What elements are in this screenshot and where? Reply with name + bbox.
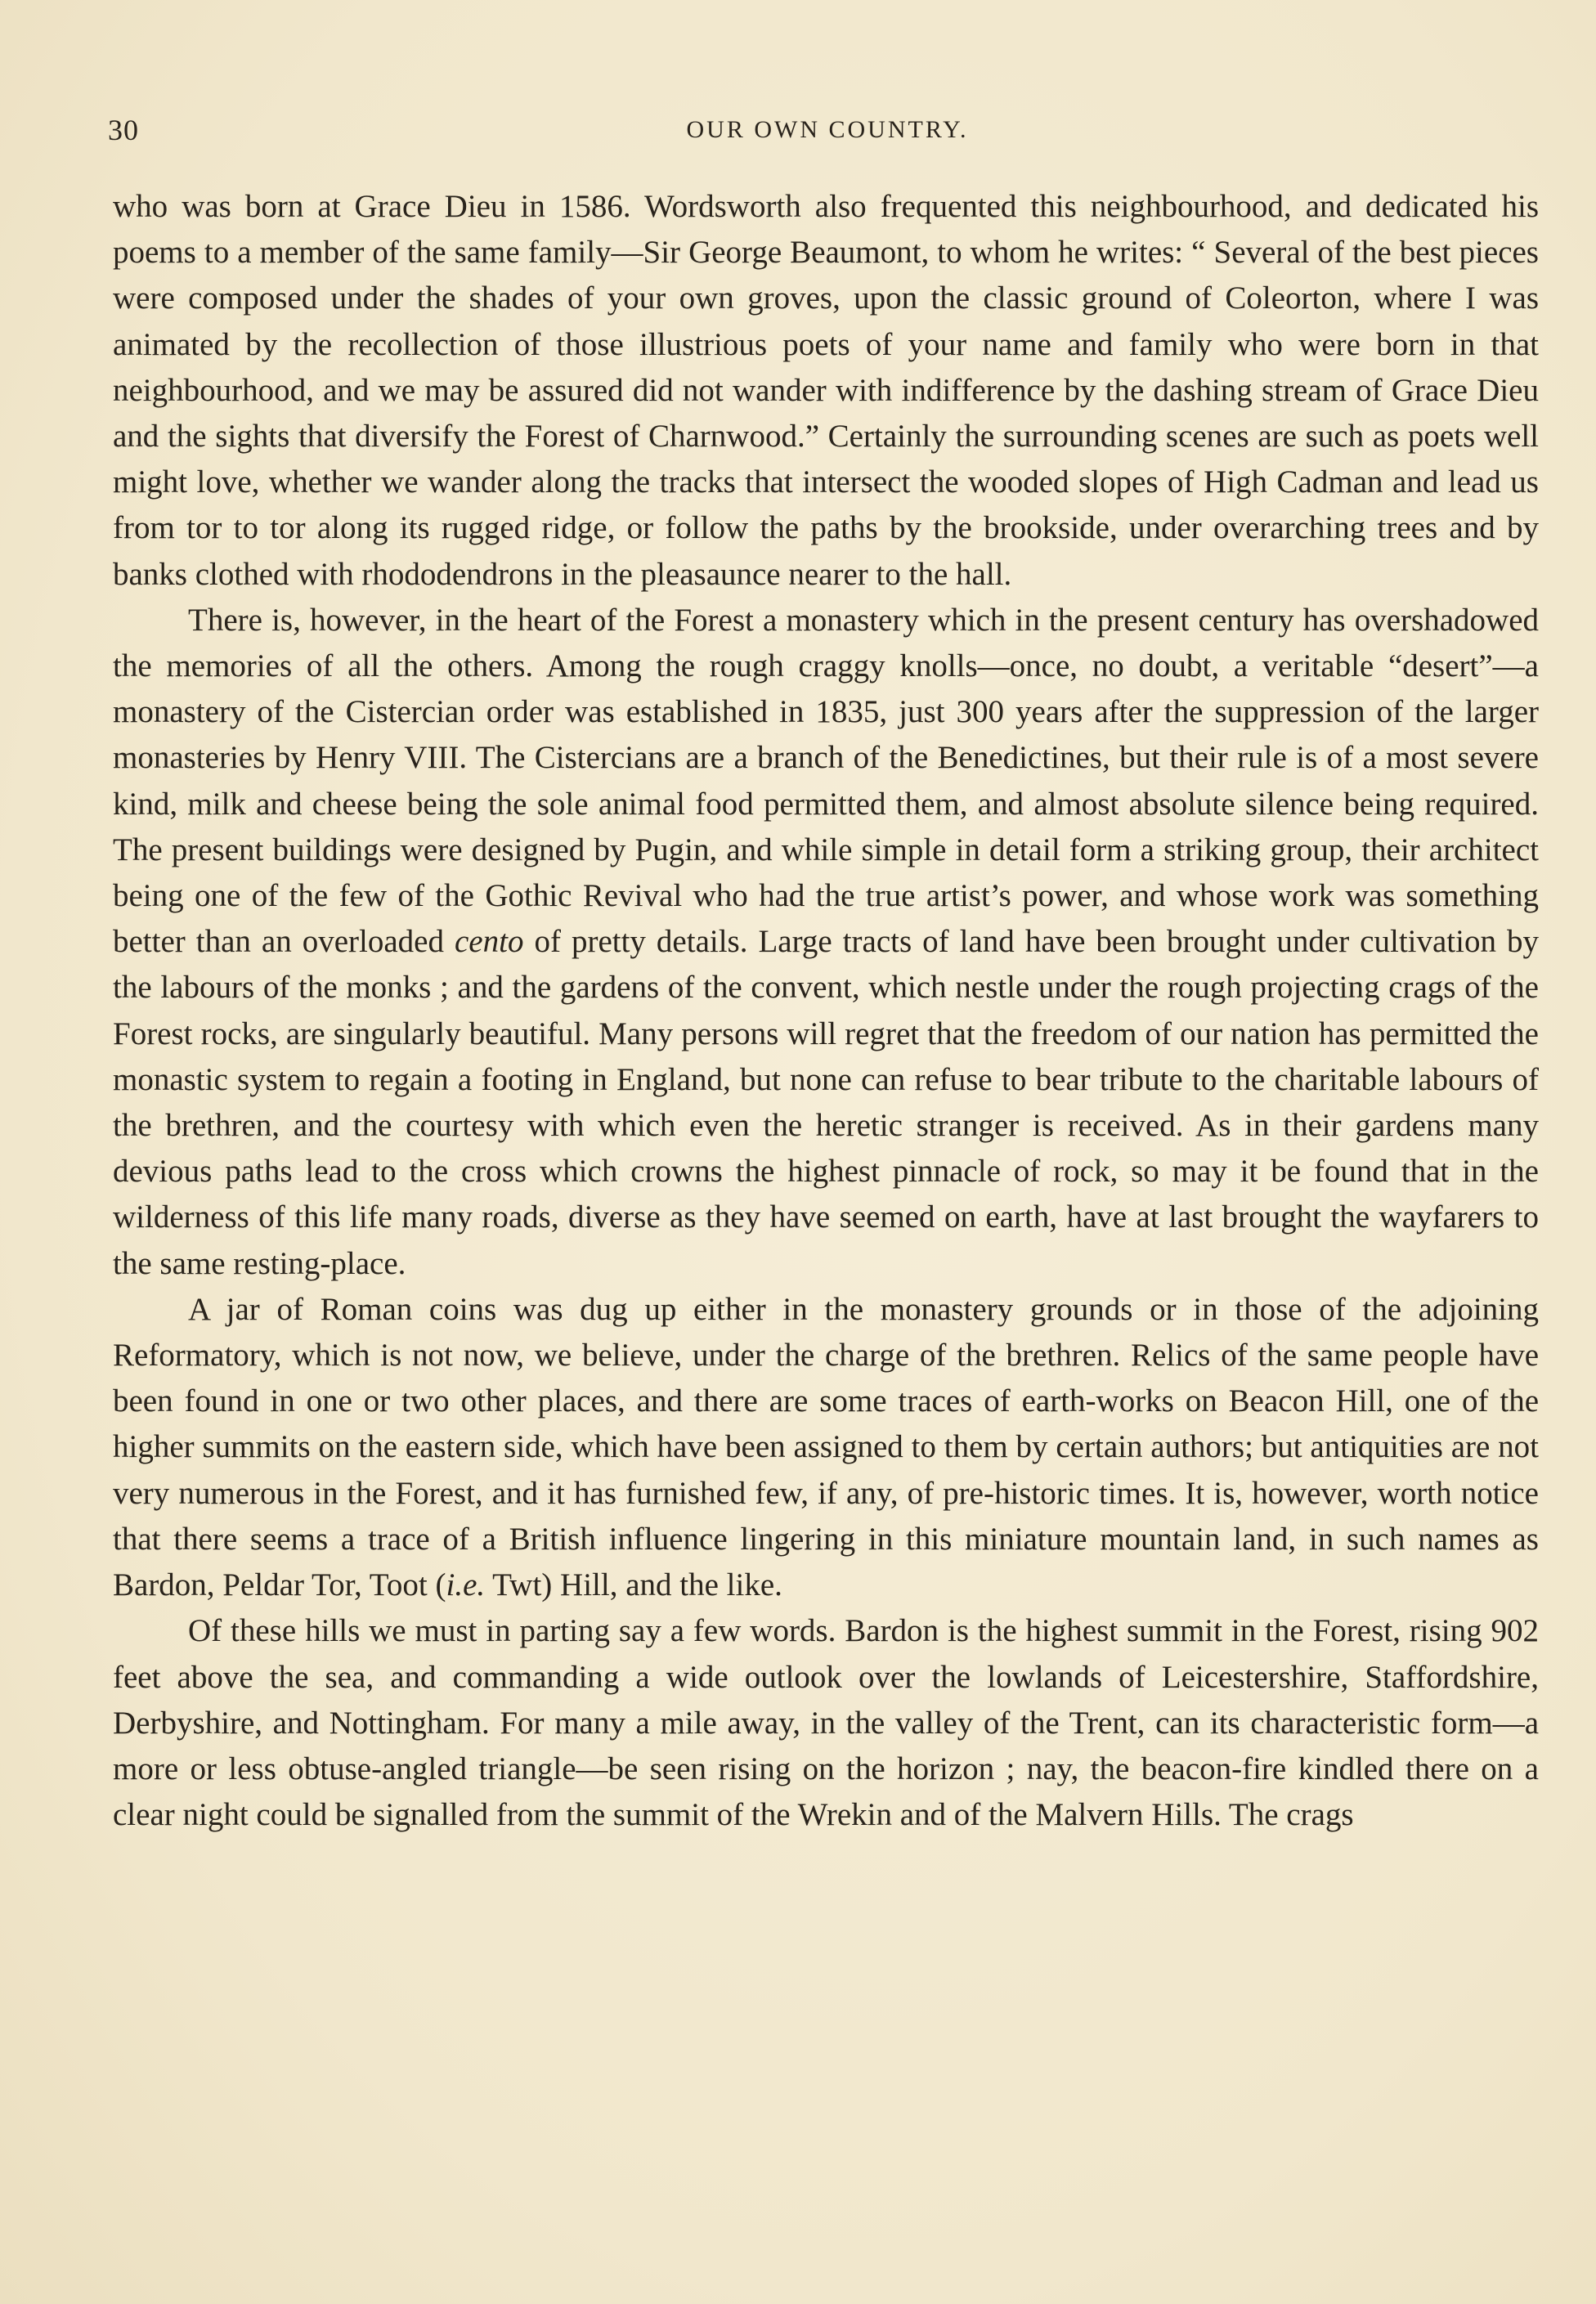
paragraph-3 — [113, 1287, 1539, 1608]
paragraph-1 — [113, 184, 1539, 598]
paragraph-text: Twt) Hill, and the like. — [485, 1567, 782, 1603]
running-title: OUR OWN COUNTRY. — [686, 116, 969, 143]
paragraph-4 — [113, 1608, 1539, 1838]
paragraph-text: of pretty details. Large tracts of land have been brought under cultivation by the labours of the monks ; and the gardens of the convent, which nestle under the rough projecting crags of the Forest rocks, are singularly beautiful. Many persons will regret that the freedom of our nation has permitted the monastic system to regain a footing in England, but none can refuse to bear tribute to the charitable labours of the brethren, and the courtesy with which even the heretic stranger is received. As in their gardens many devious paths lead to the cross which crowns the highest pinnacle of rock, so may it be found that in the wilderness of this life many roads, diverse as they have seemed on earth, have at last brought the wayfarers to the same resting-place. — [113, 924, 1539, 1281]
italic-term: cento — [455, 924, 524, 960]
running-head — [108, 113, 1547, 146]
page-number: 30 — [108, 114, 139, 146]
paragraph-2 — [113, 598, 1539, 1287]
paragraph-text: who was born at Grace Dieu in 1586. Wordsworth also frequented this neighbourhood, and dedicated his poems to a member of the same family—Sir George Beaumont, to whom he writes: “ Several of the best pieces were composed under the shades of your own groves, upon the classic ground of Coleorton, where I was animated by the recollection of those illustrious poets of your name and family who were born in that neighbourhood, and we may be assured did not wander with indifference by the dashing stream of Grace Dieu and the sights that diversify the Forest of Charnwood.” Certainly the surrounding scenes are such as poets well might love, whether we wander along the tracks that intersect the wooded slopes of High Cadman and lead us from tor to tor along its rugged ridge, or follow the paths by the brookside, under overarching trees and by banks clothed with rhododendrons in the pleasaunce nearer to the hall. — [113, 189, 1539, 592]
paragraph-text: Of these hills we must in parting say a few words. Bardon is the highest summit in the Forest, rising 902 feet above the sea, and commanding a wide outlook over the lowlands of Leicestershire, Staffordshire, Derbyshire, and Nottingham. For many a mile away, in the valley of the Trent, can its characteristic form—a more or less obtuse-angled triangle—be seen rising on the horizon ; nay, the beacon-fire kindled there on a clear night could be signalled from the summit of the Wrekin and of the Malvern Hills. The crags — [113, 1613, 1539, 1833]
paragraph-text: A jar of Roman coins was dug up either in the monastery grounds or in those of the adjoining Reformatory, which is not now, we believe, under the charge of the brethren. Relics of the same people have been found in one or two other places, and there are some traces of earth-works on Beacon Hill, one of the higher summits on the eastern side, which have been assigned to them by certain authors; but antiquities are not very numerous in the Forest, and it has furnished few, if any, of pre-historic times. It is, however, worth notice that there seems a trace of a British influence lingering in this miniature mountain land, in such names as Bardon, Peldar Tor, Toot ( — [113, 1291, 1539, 1603]
paragraph-text: There is, however, in the heart of the Forest a monastery which in the present century has overshadowed the memories of all the others. Among the rough craggy knolls—once, no doubt, a veritable “desert”—a monastery of the Cistercian order was established in 1835, just 300 years after the suppression of the larger monasteries by Henry VIII. The Cistercians are a branch of the Benedictines, but their rule is of a most severe kind, milk and cheese being the sole animal food permitted them, and almost absolute silence being required. The present buildings were designed by Pugin, and while simple in detail form a striking group, their architect being one of the few of the Gothic Revival who had the true artist’s power, and whose work was something better than an overloaded — [113, 602, 1539, 960]
body-text — [113, 184, 1539, 1838]
italic-term: i.e. — [446, 1567, 486, 1603]
